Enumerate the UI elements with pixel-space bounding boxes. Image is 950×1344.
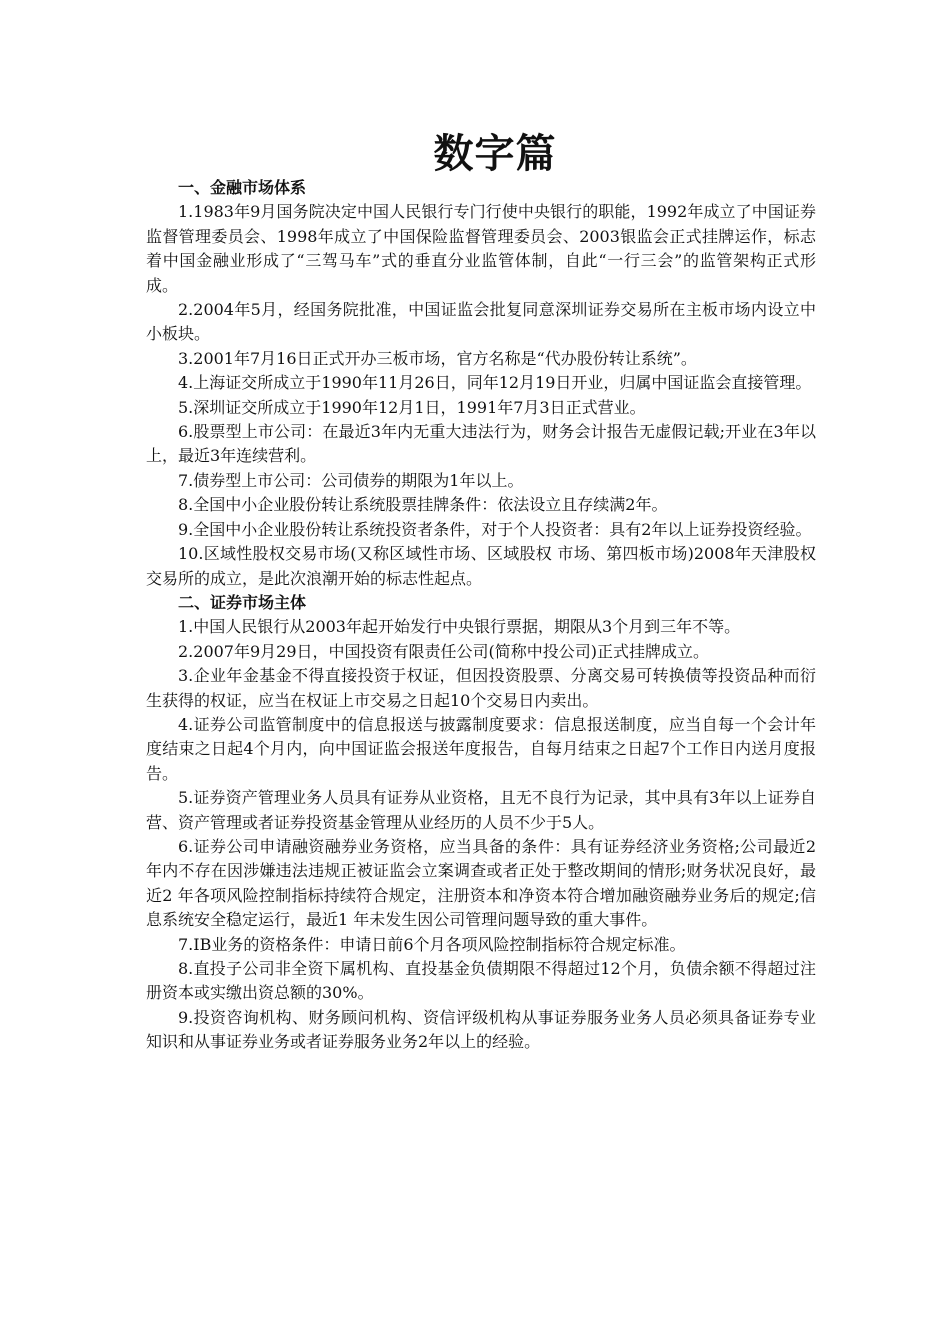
section-heading-securities-market-entities: 二、证券市场主体 <box>178 592 307 612</box>
paragraph: 4.证券公司监管制度中的信息报送与披露制度要求：信息报送制度，应当自每一个会计年度结束之日起4个月内，向中国证监会报送年度报告，自每月结束之日起7个工作日内送月度报告。 <box>146 714 816 783</box>
paragraph: 1.1983年9月国务院决定中国人民银行专门行使中央银行的职能，1992年成立了中国证券监督管理委员会、1998年成立了中国保险监督管理委员会、2003银监会正式挂牌运作，标志着中国金融业形成了“三驾马车”式的垂直分业监管体制，自此“一行三会”的监管架构正式形成。 <box>146 202 816 295</box>
paragraph: 2.2007年9月29日，中国投资有限责任公司(简称中投公司)正式挂牌成立。 <box>178 641 710 661</box>
paragraph: 10.区域性股权交易市场(又称区域性市场、区域股权 市场、第四板市场)2008年天津股权交易所的成立，是此次浪潮开始的标志性起点。 <box>146 544 816 588</box>
document-body <box>146 176 816 1055</box>
paragraph: 7.债券型上市公司：公司债券的期限为1年以上。 <box>178 470 524 490</box>
paragraph: 2.2004年5月，经国务院批准，中国证监会批复同意深圳证券交易所在主板市场内设立中小板块。 <box>146 300 816 344</box>
paragraph: 3.企业年金基金不得直接投资于权证，但因投资股票、分离交易可转换债等投资品种而衍生获得的权证，应当在权证上市交易之日起10个交易日内卖出。 <box>146 666 816 710</box>
paragraph: 5.证券资产管理业务人员具有证券从业资格，且无不良行为记录，其中具有3年以上证券自营、资产管理或者证券投资基金管理从业经历的人员不少于5人。 <box>146 788 816 832</box>
paragraph: 7.IB业务的资格条件：申请日前6个月各项风险控制指标符合规定标准。 <box>178 934 686 954</box>
paragraph: 6.证券公司申请融资融券业务资格，应当具备的条件：具有证券经济业务资格;公司最近2 年内不存在因涉嫌违法违规正被证监会立案调查或者正处于整改期间的情形;财务状况良好，最近2 年各项风险控制指标持续符合规定，注册资本和净资本符合增加融资融券业务后的规定;信息系统安全稳定运行，最近1 年未发生因公司管理问题导致的重大事件。 <box>146 836 816 930</box>
paragraph: 8.全国中小企业股份转让系统股票挂牌条件：依法设立且存续满2年。 <box>178 495 668 515</box>
paragraph: 4.上海证交所成立于1990年11月26日，同年12月19日开业，归属中国证监会直接管理。 <box>178 373 812 393</box>
paragraph: 1.中国人民银行从2003年起开始发行中央银行票据，期限从3个月到三年不等。 <box>178 617 741 637</box>
paragraph: 9.投资咨询机构、财务顾问机构、资信评级机构从事证券服务业务人员必须具备证券专业知识和从事证券业务或者证券服务业务2年以上的经验。 <box>146 1007 816 1052</box>
paragraph: 8.直投子公司非全资下属机构、直投基金负债期限不得超过12个月，负债余额不得超过注册资本或实缴出资总额的30%。 <box>146 959 816 1003</box>
paragraph: 6.股票型上市公司：在最近3年内无重大违法行为，财务会计报告无虚假记载;开业在3年以上，最近3年连续营利。 <box>146 422 816 466</box>
page-title: 数字篇 <box>433 131 557 177</box>
paragraph: 9.全国中小企业股份转让系统投资者条件，对于个人投资者：具有2年以上证券投资经验。 <box>178 519 812 539</box>
paragraph: 3.2001年7月16日正式开办三板市场，官方名称是“代办股份转让系统”。 <box>178 348 697 368</box>
paragraph: 5.深圳证交所成立于1990年12月1日，1991年7月3日正式营业。 <box>178 397 646 417</box>
section-heading-financial-market-system: 一、金融市场体系 <box>178 178 307 197</box>
